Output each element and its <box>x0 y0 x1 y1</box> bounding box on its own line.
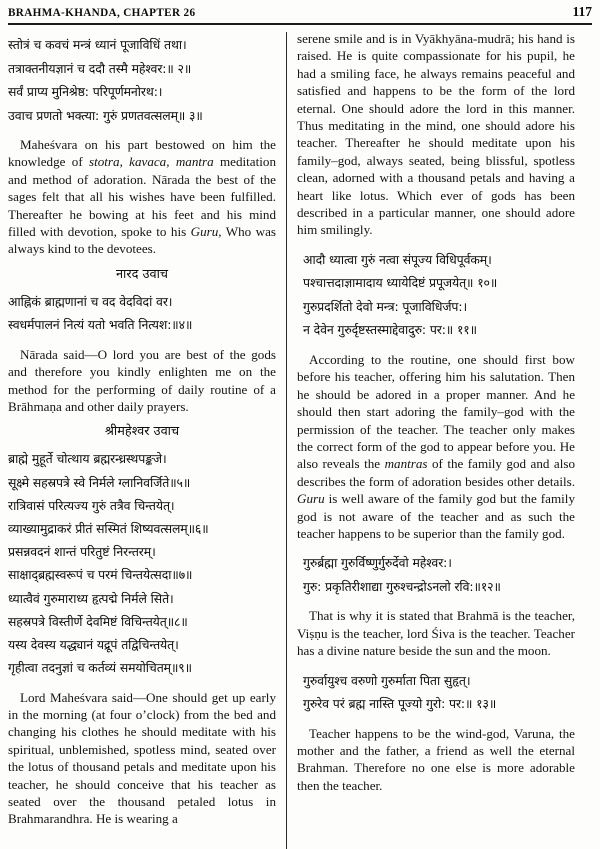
left-column <box>8 30 286 849</box>
verse-line: पश्चात्तदाज्ञामादाय ध्यायेदिष्टं प्रपूजयेत्॥ १०॥ <box>303 275 498 291</box>
verse-line: साक्षाद्ब्रह्मस्वरूपं च परमं चिन्तयेत्सदा॥७॥ <box>8 567 193 583</box>
verse-block-left-3 <box>8 447 276 679</box>
spacer <box>297 661 575 666</box>
verse-line: सूक्ष्मे सहस्रपत्रे स्वे निर्मले ग्लानिवर्जिते॥५॥ <box>8 474 191 490</box>
verse-line: प्रसन्नवदनं शान्तं परितुष्टं निरन्तरम्। <box>8 544 156 560</box>
verse-block-right-3 <box>297 669 575 716</box>
page-header <box>8 4 592 24</box>
verse-line: सर्वं प्राप्य मुनिश्रेष्ठ: परिपूर्णमनोरथ:। <box>8 84 163 99</box>
spacer <box>297 543 575 548</box>
verse-line: न देवेन गुरुर्दृष्टस्तस्माद्देवादुरु: पर:॥ ११॥ <box>303 322 477 338</box>
translation-paragraph: serene smile and is in Vyākhyāna-mudrā; his hand is raised. He is quite compassionate for his pupil, he had a smiling face, he always remains peaceful and satisfied and happens to be the form of the lord eternal. One should adore the lord in this manner. Thus meditating in the mind, one should adore his teacher. Thereafter he should meditate upon his family–god, always seated, being blissful, spotless clean, adorned with a thousand petals and having a heart like lotus. Which ever of gods has been described in a particular manner, one should adore him smilingly. <box>297 31 575 238</box>
verse-line: तत्राक्तनीयज्ञानं च ददौ तस्मै महेश्वर:॥ २॥ <box>8 60 192 76</box>
verse-line: आह्निकं ब्राह्मणानां च वद वेदविदां वर। <box>8 293 173 309</box>
verse-line: ब्राह्मे मुहूर्ते चोत्थाय ब्रह्मरन्ध्रस्थपङ्कजे। <box>8 451 167 467</box>
verse-line: आदौ ध्यात्वा गुरुं नत्वा संपूज्य विधिपूर्वकम्। <box>303 251 492 267</box>
running-head: BRAHMA-KHANDA, CHAPTER 26 <box>8 7 196 19</box>
verse-line: गुरुर्ब्रह्मा गुरुर्विष्णुर्गुरुर्देवो महेश्वर:। <box>303 555 452 571</box>
page-number: 117 <box>572 4 592 19</box>
verse-line: गुरुर्वायुश्च वरुणो गुरुर्माता पिता सुहृत्। <box>303 672 471 688</box>
right-column <box>297 30 575 849</box>
verse-line: व्याख्यामुद्राकरं प्रीतं सस्मितं शिष्यवत्सलम्॥६॥ <box>8 521 209 537</box>
speaker-heading-mahesvara: श्रीमहेश्वर उवाच <box>104 424 180 440</box>
verse-line: उवाच प्रणतो भक्त्या: गुरुं प्रणतवत्सलम्॥ ३॥ <box>8 107 203 123</box>
verse-line: ध्यात्वैवं गुरुमाराध्य हृत्पद्मे निर्मले सिते। <box>8 590 174 606</box>
verse-line: स्तोत्रं च कवचं मन्त्रं ध्यानं पूजाविधिं तथा। <box>8 37 187 52</box>
verse-block-right-1 <box>297 248 575 342</box>
translation-paragraph: That is why it is stated that Brahmā is the teacher, Viṣṇu is the teacher, lord Śiva is the teacher. Teacher has a divine nature beside the sun and the moon. <box>297 608 575 659</box>
verse-line: यस्य देवस्य यद्ध्यानं यद्रूपं तद्विचिन्तयेत्। <box>8 637 179 653</box>
translation-paragraph: Teacher happens to be the wind-god, Varuna, the mother and the father, a friend as well the eternal Brahman. Therefore no one else is more adorable then the teacher. <box>297 725 575 793</box>
verse-line: गृहीत्वा तदनुज्ञां च कर्तव्यं समयोचितम्॥९॥ <box>8 660 192 676</box>
two-column-body <box>8 30 592 849</box>
translation-paragraph: Lord Maheśvara said—One should get up early in the morning (at four o’clock) from the bed and changing his clothes he should meditate with his spiritual, unblemished, spotless mind, seated over the lotus of thousand petals and meditate upon his teacher, he should conceive that his teacher as seated over the thousand petaled lotus in Brahmarandhra. He is wearing a <box>8 689 276 827</box>
column-divider <box>286 32 287 849</box>
verse-line: स्वधर्मपालनं नित्यं यतो भवति नित्यश:॥४॥ <box>8 317 193 333</box>
verse-block-right-2 <box>297 551 575 598</box>
translation-paragraph: Maheśvara on his part bestowed on him the knowledge of stotra, kavaca, mantra meditation and method of adoration. Nārada the best of the sages felt that all his wishes have been fulfilled. Thereafter he bowing at his feet and his mind filled with devotion, spoke to his Guru, Who was always kind to the devotees. <box>8 137 276 257</box>
verse-line: रात्रिवासं परित्यज्य गुरुं तत्रैव चिन्तयेत्। <box>8 497 175 513</box>
spacer <box>297 240 575 245</box>
verse-block-left-2 <box>8 290 276 337</box>
verse-line: गुरुप्रदर्शितो देवो मन्त्र: पूजाविधिर्जप:। <box>303 298 468 314</box>
speaker-heading-narada: नारद उवाच <box>115 266 169 282</box>
verse-line: गुरुरेव परं ब्रह्म नास्ति पूज्यो गुरो: पर:॥ १३॥ <box>303 696 497 712</box>
verse-line: सहस्रपत्रे विस्तीर्णे देवमिष्टं विचिन्तयेत्॥८॥ <box>8 613 188 629</box>
translation-paragraph: Nārada said—O lord you are best of the gods and therefore you kindly enlighten me on the method for the performing of daily routine of a Brāhmaṇa and other daily prayers. <box>8 346 276 415</box>
verse-block-left-1 <box>8 33 276 127</box>
translation-paragraph: According to the routine, one should first bow before his teacher, offering him his salutation. Then he should be adored in a proper manner. And he should then start adoring the family–god with the permission of the teacher. The teacher only makes the correct form of the god to appear before you. He also reveals the mantras of the family god and also describes the form of adoration besides other details. Guru is well aware of the family god but the family god is not aware of the teacher and as such the teacher happens to be superior than the family god. <box>297 351 575 541</box>
header-rule <box>8 23 592 25</box>
verse-line: गुरु: प्रकृतिरीशाद्या गुरुश्चन्द्रोऽनलो रवि:॥१२॥ <box>303 578 501 594</box>
